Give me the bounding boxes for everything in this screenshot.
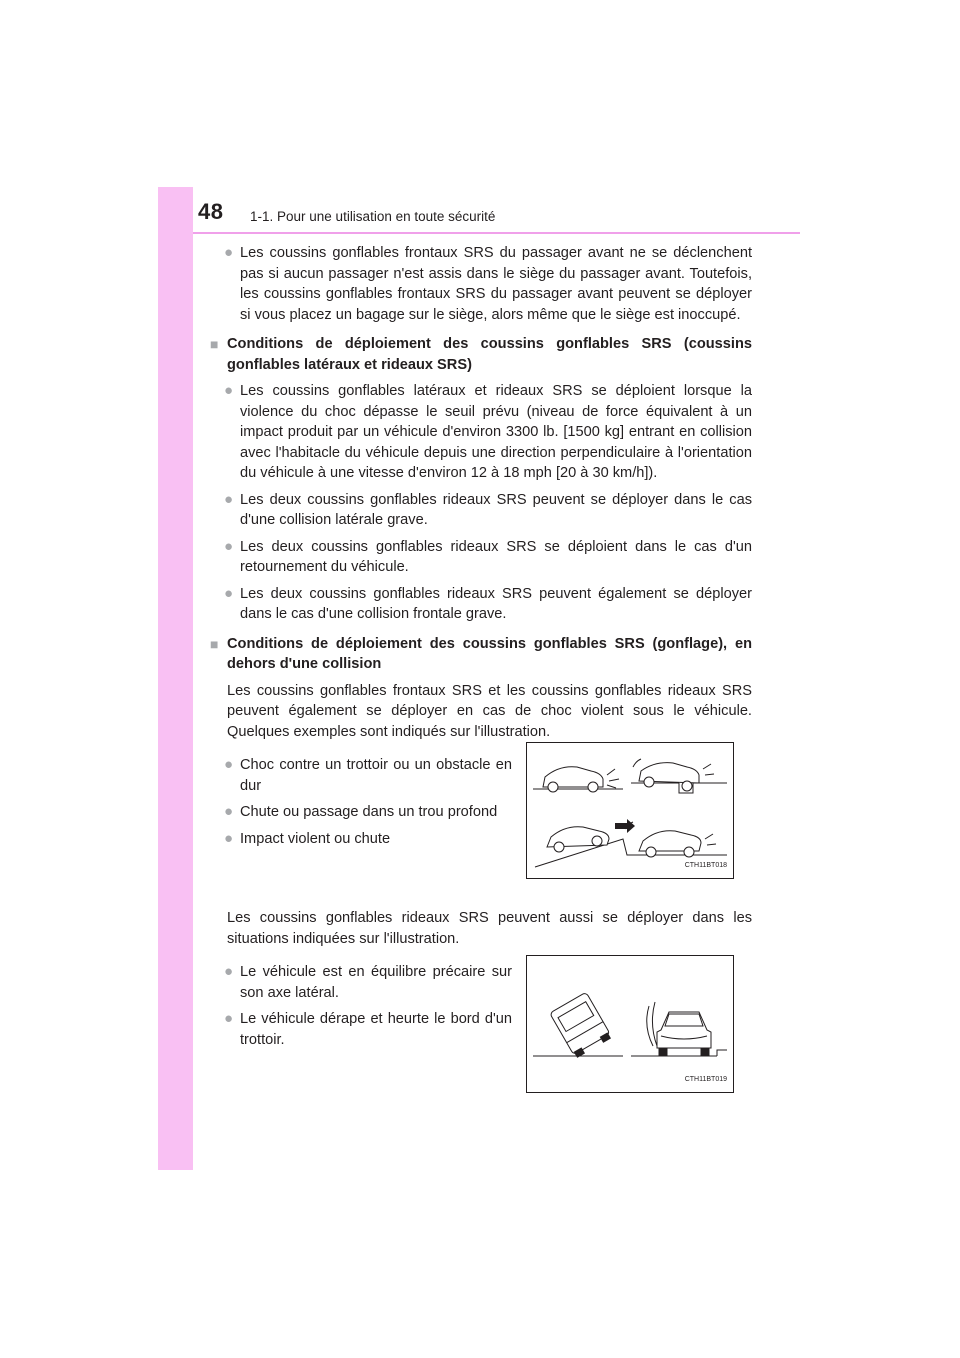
bullet-icon: ●: [224, 382, 234, 399]
figure-row-2: [210, 962, 752, 1102]
square-marker-icon: ■: [210, 635, 219, 652]
bullet-icon: ●: [224, 829, 234, 847]
figure-code: CTH11BT018: [684, 861, 727, 869]
bullet-icon: ●: [224, 244, 234, 261]
bullet-icon: ●: [224, 584, 234, 602]
illustration-undercarriage-impacts: [526, 742, 734, 879]
bullet-text: Choc contre un trottoir ou un obstacle en dur: [240, 757, 512, 794]
list-item: [210, 584, 752, 625]
list-item: [210, 381, 752, 484]
bullet-icon: ●: [224, 490, 234, 508]
figure-bullets: [210, 962, 512, 1050]
page-number: 48: [198, 199, 224, 224]
bullet-text: Chute ou passage dans un trou profond: [240, 804, 498, 820]
page-content: [210, 243, 752, 1102]
header-divider: [193, 232, 800, 234]
section-heading-lateral: [210, 334, 752, 375]
bullet-text: Les deux coussins gonflables rideaux SRS peuvent également se déployer dans le cas d'une collision frontale grave.: [240, 585, 752, 622]
list-item: [210, 829, 512, 850]
paragraph: Les coussins gonflables rideaux SRS peuvent aussi se déployer dans les situations indiquées sur l'illustration.: [227, 910, 752, 947]
figure-row-1: [210, 755, 752, 895]
bullet-icon: ●: [224, 537, 234, 555]
section-title: 1-1. Pour une utilisation en toute sécurité: [250, 209, 496, 224]
illustration-rollover-curb: [526, 955, 734, 1093]
bullet-text: Impact violent ou chute: [240, 830, 391, 847]
bullet-icon: ●: [224, 803, 234, 820]
bullet-text: Les coussins gonflables latéraux et rideaux SRS se déploient lorsque la violence du choc dépasse le seuil prévu (niveau de force équivalent à un impact produit par un véhicule d'environ 3300 lb. [1500 kg] entrant en collision avec l'habitacle du véhicule depuis une direction perpendiculaire à l'orientation du véhicule à une vitesse d'environ 12 à 18 mph [20 à 30 km/h]).: [240, 383, 752, 481]
bullet-text: Les coussins gonflables frontaux SRS du passager avant ne se déclenchent pas si aucun passager n'est assis dans le siège du passager avant. Toutefois, les coussins gonflables frontaux SRS du passager avant peuvent se déployer si vous placez un bagage sur le siège, alors même que le siège est inoccupé.: [240, 245, 752, 323]
heading-text: Conditions de déploiement des coussins gonflables SRS (coussins gonflables latéraux et rideaux SRS): [227, 336, 752, 373]
list-item: [210, 962, 512, 1003]
bullet-text: Les deux coussins gonflables rideaux SRS peuvent se déployer dans le cas d'une collision latérale grave.: [240, 491, 752, 528]
heading-text: Conditions de déploiement des coussins gonflables SRS (gonflage), en dehors d'une collision: [227, 635, 752, 672]
list-item: [210, 1009, 512, 1050]
bullet-icon: ●: [224, 963, 234, 980]
bullet-icon: ●: [224, 756, 234, 773]
list-item: [210, 755, 512, 796]
figure-bullets: [210, 755, 512, 849]
intro-bullet: [210, 243, 752, 325]
square-marker-icon: ■: [210, 336, 219, 352]
list-item: [210, 537, 752, 578]
paragraph: Les coussins gonflables frontaux SRS et les coussins gonflables rideaux SRS peuvent également se déployer en cas de choc violent sous le véhicule. Quelques exemples sont indiqués sur l'illustration.: [227, 682, 752, 740]
chapter-side-tab: [158, 187, 193, 1170]
bullet-text: Le véhicule est en équilibre précaire sur son axe latéral.: [240, 964, 512, 1001]
list-item: [210, 490, 752, 531]
bullet-text: Les deux coussins gonflables rideaux SRS se déploient dans le cas d'un retournement du véhicule.: [240, 538, 752, 575]
section-heading-non-collision: [210, 634, 752, 675]
figure-code: CTH11BT019: [684, 1075, 727, 1083]
list-item: [210, 802, 512, 823]
bullet-icon: ●: [224, 1010, 234, 1027]
bullet-text: Le véhicule dérape et heurte le bord d'un trottoir.: [240, 1011, 512, 1048]
